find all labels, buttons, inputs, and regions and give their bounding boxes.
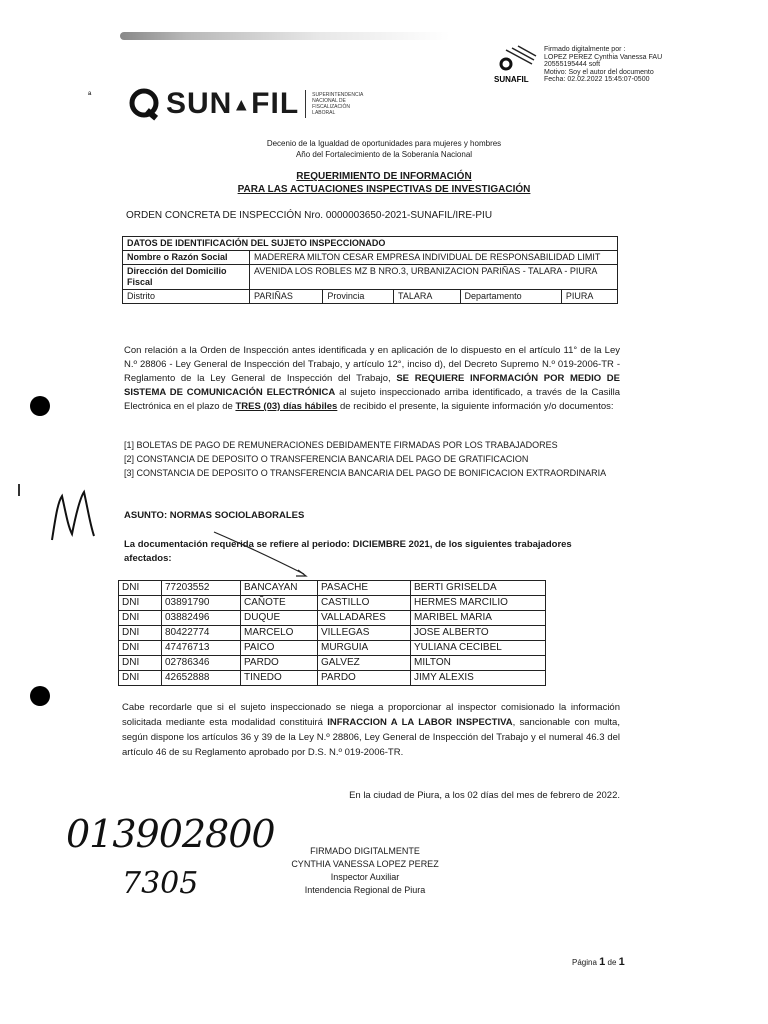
deadline: TRES (03) días hábiles (235, 401, 338, 412)
signature-line: Intendencia Regional de Piura (304, 885, 426, 895)
doc-type-cell: DNI (119, 596, 162, 611)
order-number: ORDEN CONCRETA DE INSPECCIÓN Nro. 0000003650-2021-SUNAFIL/IRE-PIU (126, 210, 493, 221)
surname-1-cell: MARCELO (241, 626, 318, 641)
request-emphasis: SE REQUIERE INFORMACIÓN POR MEDIO DE SISTEMA DE COMUNICACIÓN ELECTRÓNICA (124, 373, 620, 398)
surname-2-cell: CASTILLO (318, 596, 411, 611)
doc-type-cell: DNI (119, 641, 162, 656)
decenio-heading (0, 138, 768, 160)
document-list (124, 438, 620, 480)
surname-1-cell: BANCAYAN (241, 581, 318, 596)
table-row (119, 656, 546, 671)
handwritten-number: 013902800 (66, 812, 275, 856)
table-row (119, 581, 546, 596)
given-names-cell: HERMES MARCILIO (411, 596, 546, 611)
signature-line: CYNTHIA VANESSA LOPEZ PEREZ (291, 859, 439, 869)
signature-block (240, 845, 490, 897)
stamp-line: Motivo: Soy el autor del documento (544, 68, 654, 76)
sunafil-logo (128, 84, 364, 124)
request-paragraph: Con relación a la Orden de Inspección antes identificada y en aplicación de lo dispuesto en el artículo 11° de la Ley N.º 28806 - Ley General de Inspección del Trabajo, y artículo 12°, inciso d), del Decreto Supremo N.º 019-2006-TR - Reglamento de la Ley General de Inspección del Trabajo, SE REQUIERE INFORMACIÓN POR MEDIO DE SISTEMA DE COMUNICACIÓN ELECTRÓNICA al sujeto inspeccionado arriba identificado, a través de la Casilla Electrónica en el plazo de TRES (03) días hábiles de recibido el presente, la siguiente información y/o documentos: (124, 345, 620, 412)
province-value: TALARA (394, 290, 461, 304)
list-item: [2] CONSTANCIA DE DEPOSITO O TRANSFERENCIA BANCARIA DEL PAGO DE GRATIFICACION (124, 454, 529, 464)
title-line: REQUERIMIENTO DE INFORMACIÓN (296, 171, 472, 182)
punch-hole-top (30, 396, 50, 416)
brand-wordmark: SUN▲FIL (166, 87, 300, 120)
doc-type-cell: DNI (119, 671, 162, 686)
table-row (119, 641, 546, 656)
handwritten-initial (48, 484, 108, 544)
list-item: [1] BOLETAS DE PAGO DE REMUNERACIONES DEBIDAMENTE FIRMADAS POR LOS TRABAJADORES (124, 440, 558, 450)
given-names-cell: JOSE ALBERTO (411, 626, 546, 641)
given-names-cell: MILTON (411, 656, 546, 671)
infraction-emphasis: INFRACCION A LA LABOR INSPECTIVA (327, 717, 513, 728)
dni-cell: 77203552 (162, 581, 241, 596)
decenio-line: Decenio de la Igualdad de oportunidades para mujeres y hombres (266, 139, 502, 148)
period-paragraph: La documentación requerida se refiere al periodo: DICIEMBRE 2021, de los siguientes trabajadores afectados: (124, 539, 572, 564)
dni-cell: 03882496 (162, 611, 241, 626)
given-names-cell: JIMY ALEXIS (411, 671, 546, 686)
surname-2-cell: VALLADARES (318, 611, 411, 626)
department-label: Departamento (460, 290, 561, 304)
surname-2-cell: MURGUIA (318, 641, 411, 656)
punch-hole-bottom (30, 686, 50, 706)
signature-line: FIRMADO DIGITALMENTE (310, 846, 420, 856)
doc-type-cell: DNI (119, 611, 162, 626)
stamp-line: Firmado digitalmente por : (544, 46, 626, 53)
city-date: En la ciudad de Piura, a los 02 días del mes de febrero de 2022. (349, 790, 620, 801)
department-value: PIURA (561, 290, 617, 304)
small-mark: ª (88, 90, 92, 100)
given-names-cell: BERTI GRISELDA (411, 581, 546, 596)
sunafil-logo-icon (128, 86, 162, 122)
address-value: AVENIDA LOS ROBLES MZ B NRO.3, URBANIZACION PARIÑAS - TALARA - PIURA (250, 265, 618, 290)
pen-stroke (212, 530, 312, 580)
name-label: Nombre o Razón Social (123, 251, 250, 265)
stamp-line: Fecha: 02.02.2022 15:45:07-0500 (544, 76, 650, 83)
dni-cell: 02786346 (162, 656, 241, 671)
dni-cell: 80422774 (162, 626, 241, 641)
scan-smear (120, 32, 450, 40)
logo-divider (305, 90, 306, 118)
province-label: Provincia (323, 290, 394, 304)
document-title (0, 170, 768, 196)
decenio-line: Año del Fortalecimiento de la Soberanía Nacional (295, 150, 473, 159)
stamp-line: LOPEZ PEREZ Cynthia Vanessa FAU (544, 53, 663, 61)
surname-1-cell: CAÑOTE (241, 596, 318, 611)
surname-1-cell: PARDO (241, 656, 318, 671)
subject-line: ASUNTO: NORMAS SOCIOLABORALES (124, 510, 305, 521)
identification-header: DATOS DE IDENTIFICACIÓN DEL SUJETO INSPECCIONADO (123, 237, 618, 251)
district-label: Distrito (123, 290, 250, 304)
surname-1-cell: PAICO (241, 641, 318, 656)
doc-type-cell: DNI (119, 656, 162, 671)
table-row (119, 626, 546, 641)
table-row (119, 611, 546, 626)
title-line: PARA LAS ACTUACIONES INSPECTIVAS DE INVESTIGACIÓN (237, 184, 531, 195)
table-row (119, 671, 546, 686)
table-row (119, 596, 546, 611)
handwritten-code: 7305 (122, 866, 199, 901)
given-names-cell: YULIANA CECIBEL (411, 641, 546, 656)
margin-mark (18, 484, 20, 496)
period-value: DICIEMBRE 2021 (352, 539, 430, 550)
surname-2-cell: PASACHE (318, 581, 411, 596)
name-value: MADERERA MILTON CESAR EMPRESA INDIVIDUAL DE RESPONSABILIDAD LIMIT (250, 251, 618, 265)
dni-cell: 03891790 (162, 596, 241, 611)
page-number: Página 1 de 1 (572, 956, 625, 968)
surname-2-cell: PARDO (318, 671, 411, 686)
address-label: Dirección del Domicilio Fiscal (123, 265, 250, 290)
surname-2-cell: GALVEZ (318, 656, 411, 671)
surname-1-cell: DUQUE (241, 611, 318, 626)
stamp-line: 20555195444 soft (544, 61, 601, 68)
stamp-text (544, 46, 694, 84)
doc-type-cell: DNI (119, 626, 162, 641)
surname-1-cell: TINEDO (241, 671, 318, 686)
brand-subtitle: SUPERINTENDENCIA NACIONAL DE FISCALIZACIÓN LABORAL (312, 92, 364, 116)
stamp-brand: SUNAFIL (494, 75, 529, 84)
digital-signature-stamp (492, 44, 692, 90)
closing-paragraph: Cabe recordarle que si el sujeto inspeccionado se niega a proporcionar al inspector comisionado la información solicitada mediante esta modalidad constituirá INFRACCION A LA LABOR INSPECTIVA, sancionable con multa, según dispone los artículos 36 y 39 de la Ley N.º 28806, Ley General de Inspección del Trabajo y el numeral 46.3 del artículo 46 de su Reglamento aprobado por D.S. N.º 019-2006-TR. (122, 702, 620, 758)
dni-cell: 47476713 (162, 641, 241, 656)
stamp-logo-icon (492, 44, 540, 88)
signature-line: Inspector Auxiliar (330, 872, 400, 882)
workers-table (118, 580, 546, 686)
dni-cell: 42652888 (162, 671, 241, 686)
surname-2-cell: VILLEGAS (318, 626, 411, 641)
list-item: [3] CONSTANCIA DE DEPOSITO O TRANSFERENCIA BANCARIA DEL PAGO DE BONIFICACION EXTRAORDINARIA (124, 468, 607, 478)
given-names-cell: MARIBEL MARIA (411, 611, 546, 626)
doc-type-cell: DNI (119, 581, 162, 596)
identification-table (122, 236, 618, 304)
district-value: PARIÑAS (250, 290, 323, 304)
